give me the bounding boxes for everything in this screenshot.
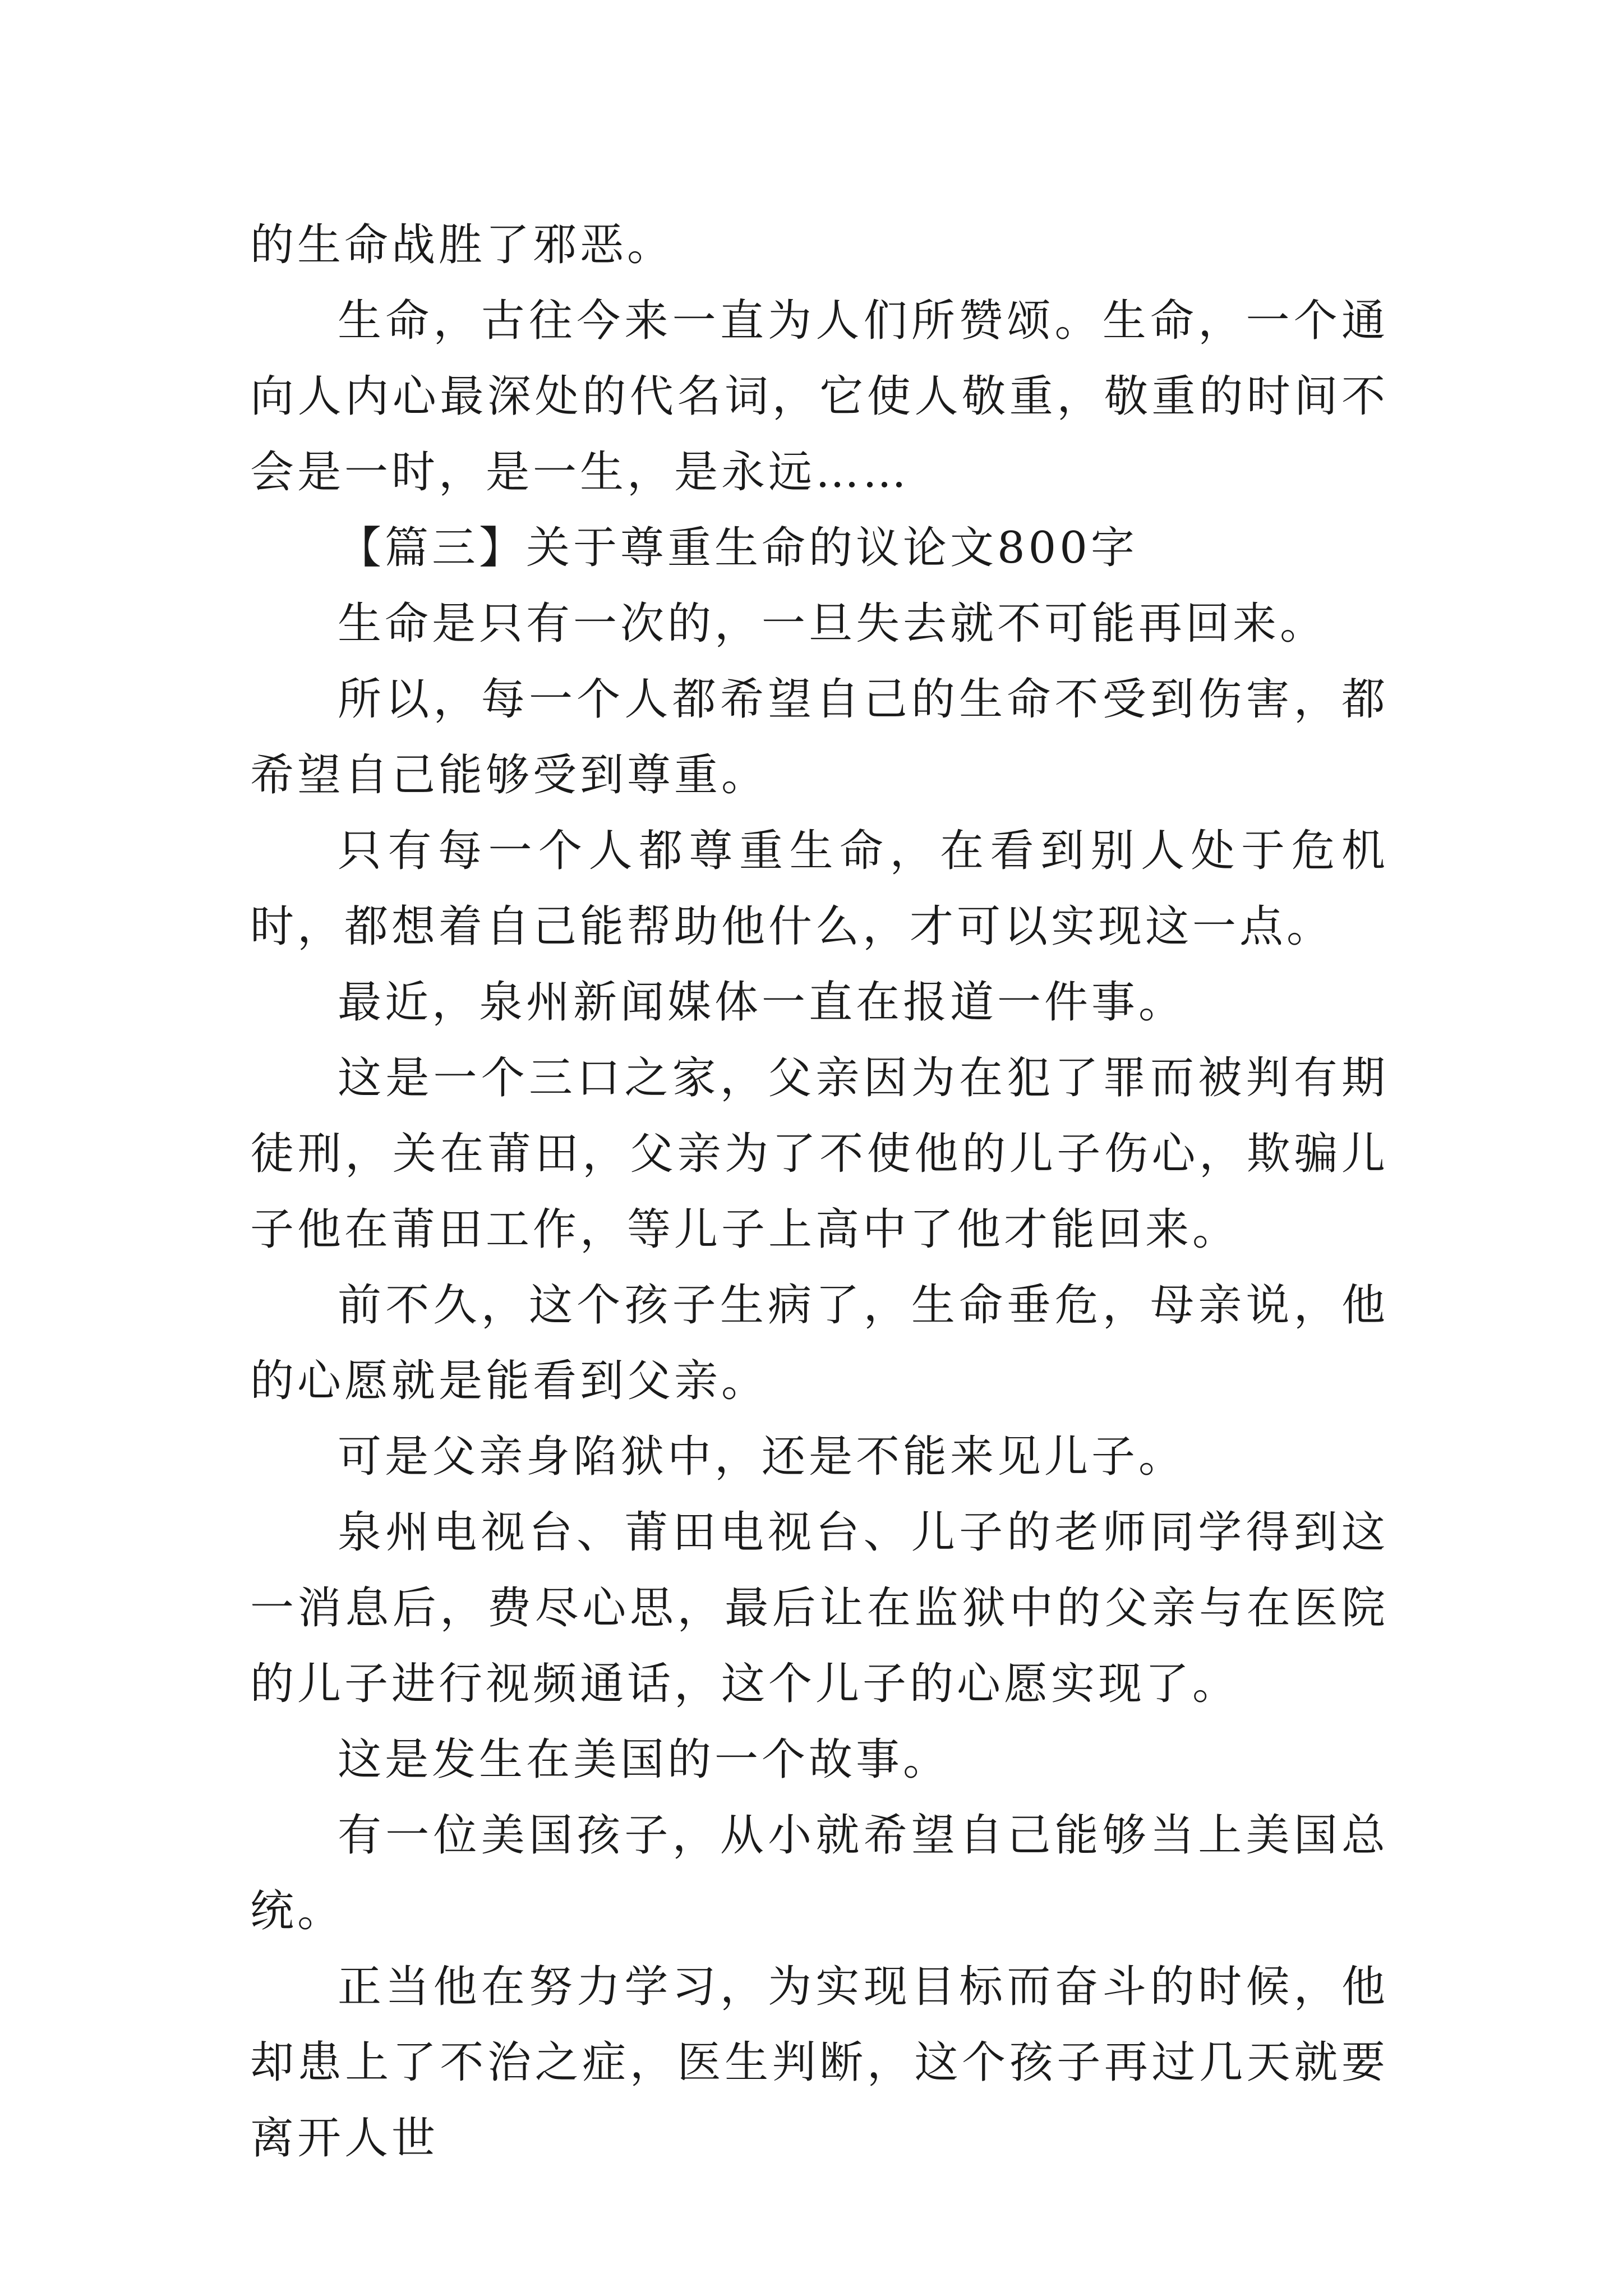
paragraph: 前不久，这个孩子生病了，生命垂危，母亲说，他的心愿就是能看到父亲。 [250,1280,1389,1406]
section-heading: 【篇三】关于尊重生命的议论文800字 [338,523,1138,573]
paragraph: 这是一个三口之家，父亲因为在犯了罪而被判有期徒刑，关在莆田，父亲为了不使他的儿子伤心，欺骗儿子他在莆田工作，等儿子上高中了他才能回来。 [250,1053,1389,1255]
paragraph: 有一位美国孩子，从小就希望自己能够当上美国总统。 [250,1810,1389,1936]
paragraph: 泉州电视台、莆田电视台、儿子的老师同学得到这一消息后，费尽心思，最后让在监狱中的父亲与在医院的儿子进行视频通话，这个儿子的心愿实现了。 [250,1507,1389,1709]
paragraph: 最近，泉州新闻媒体一直在报道一件事。 [338,977,1186,1028]
paragraph: 只有每一个人都尊重生命，在看到别人处于危机时，都想着自己能帮助他什么，才可以实现这一点。 [250,826,1389,952]
paragraph: 所以，每一个人都希望自己的生命不受到伤害，都希望自己能够受到尊重。 [250,674,1389,800]
paragraph: 的生命战胜了邪恶。 [250,220,675,270]
paragraph: 可是父亲身陷狱中，还是不能来见儿子。 [338,1432,1186,1482]
paragraph: 正当他在努力学习，为实现目标而奋斗的时候，他却患上了不治之症，医生判断，这个孩子再过几天就要离开人世 [250,1962,1389,2164]
document-body [250,208,1389,2177]
paragraph: 这是发生在美国的一个故事。 [338,1734,951,1785]
paragraph: 生命，古往今来一直为人们所赞颂。生命，一个通向人内心最深处的代名词，它使人敬重，敬重的时间不会是一时，是一生，是永远…… [250,296,1389,498]
paragraph: 生命是只有一次的，一旦失去就不可能再回来。 [338,599,1327,649]
